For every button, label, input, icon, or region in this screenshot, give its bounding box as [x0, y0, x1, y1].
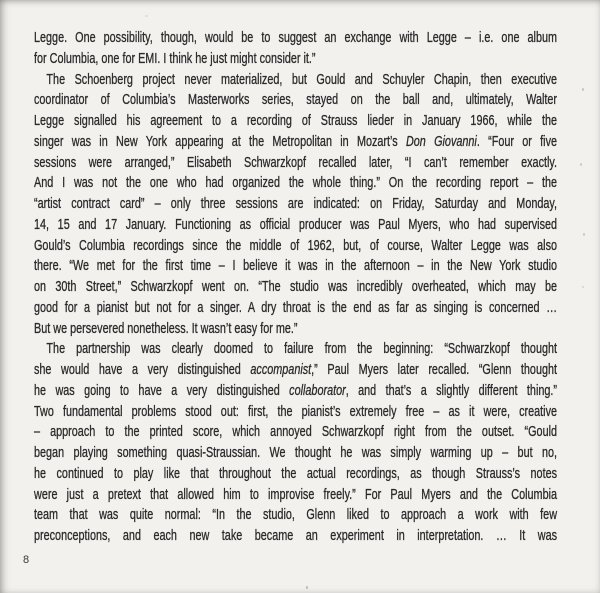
scan-speck	[580, 163, 582, 166]
scan-speck	[582, 286, 584, 288]
text-line	[34, 256, 557, 277]
text-line	[34, 194, 557, 215]
text-line	[34, 132, 557, 153]
text-segment: preconceptions, and each new take became an experiment in interpretation. … It was	[34, 528, 558, 544]
text-segment: singer was in New York appearing at the Metropolitan in Mozart’s	[34, 133, 406, 150]
text-line	[34, 111, 557, 132]
text-segment: Gould’s Columbia recordings since the middle of 1962, but, of course, Walter Legge was also	[34, 237, 558, 254]
text-line	[34, 360, 557, 381]
text-line	[34, 277, 557, 298]
italic-text: accompanist	[250, 362, 312, 378]
scan-speck	[145, 15, 148, 17]
body-text-area	[34, 28, 557, 547]
italic-text: collaborator	[289, 382, 346, 399]
text-segment: Two fundamental problems stood out: first, the pianist’s extremely free – as it were, creative	[34, 403, 558, 420]
text-segment: ,” Paul Myers later recalled. “Glenn thought	[311, 362, 558, 378]
text-segment: she would have a very distinguished	[34, 362, 251, 378]
text-line	[34, 526, 557, 547]
text-segment: coordinator of Columbia’s Masterworks series, stayed on the ball and, ultimately, Walter	[34, 92, 558, 109]
text-segment: there. “We met for the first time – I believe it was in the afternoon – in the New York studio	[34, 258, 558, 275]
text-segment: good for a pianist but not for a singer. A dry throat is the end as far as singing is concerned …	[34, 299, 558, 316]
text-segment: for Columbia, one for EMI. I think he just might consider it.”	[34, 50, 316, 67]
page-number: 8	[23, 554, 30, 566]
text-segment: Legge signalled his agreement to a recording of Strauss lieder in January 1966, while the	[34, 113, 558, 129]
text-line	[34, 422, 557, 443]
text-segment: The Schoenberg project never materialized, but Gould and Schuyler Chapin, then executive	[46, 71, 558, 88]
text-segment: he continued to play like that throughout the actual recordings, as though Strauss’s notes	[34, 465, 558, 482]
text-line	[34, 173, 557, 194]
text-segment: , and that’s a slightly different thing.”	[345, 382, 558, 399]
text-line	[34, 298, 557, 319]
text-line	[34, 236, 557, 257]
text-line	[34, 464, 557, 485]
text-line	[34, 443, 557, 464]
text-segment: team that was quite normal: “In the studio, Glenn liked to approach a work with few	[34, 507, 558, 524]
text-segment: But we persevered nonetheless. It wasn’t easy for me.”	[34, 320, 298, 337]
text-segment: sessions were arranged,” Elisabeth Schwarzkopf recalled later, “I can’t remember exactly.	[34, 154, 558, 171]
text-segment: began playing something quasi-Straussian. We thought he was simply warming up – but no,	[34, 445, 558, 461]
text-line	[34, 505, 557, 526]
text-segment: . “Four or five	[476, 133, 558, 150]
text-segment: – approach to the printed score, which annoyed Schwarzkopf right from the outset. “Gould	[34, 424, 558, 441]
text-segment: The partnership was clearly doomed to failure from the beginning: “Schwarzkopf thought	[46, 341, 558, 358]
text-line	[34, 28, 557, 49]
scan-speck	[306, 586, 308, 589]
text-line	[34, 402, 557, 423]
scan-speck	[583, 233, 585, 236]
text-line	[34, 70, 557, 91]
text-line	[34, 49, 557, 70]
text-segment: were just a pretext that allowed him to improvise freely.” For Paul Myers and the Columbia	[34, 486, 558, 503]
text-segment: And I was not the one who had organized the whole thing.” On the recording report – the	[34, 175, 558, 192]
text-block	[34, 28, 557, 547]
text-line	[34, 153, 557, 174]
text-segment: he was going to have a very distinguished	[34, 382, 290, 399]
text-line	[34, 381, 557, 402]
text-line	[34, 90, 557, 111]
paragraph	[34, 339, 557, 547]
italic-text: Don Giovanni	[405, 133, 477, 150]
text-segment: “artist contract card” – only three sessions are indicated: on Friday, Saturday and Monday,	[34, 196, 558, 212]
text-line	[34, 485, 557, 506]
text-line	[34, 319, 557, 340]
text-segment: on 30th Street,” Schwarzkopf went on. “The studio was incredibly overheated, which may be	[34, 279, 558, 295]
scan-speck	[582, 88, 584, 91]
text-segment: 14, 15 and 17 January. Functioning as official producer was Paul Myers, who had supervised	[34, 216, 558, 233]
text-line	[34, 215, 557, 236]
text-line	[34, 339, 557, 360]
paragraph	[34, 70, 557, 340]
paragraph	[34, 28, 557, 70]
text-segment: Legge. One possibility, though, would be to suggest an exchange with Legge – i.e. one album	[34, 30, 558, 46]
